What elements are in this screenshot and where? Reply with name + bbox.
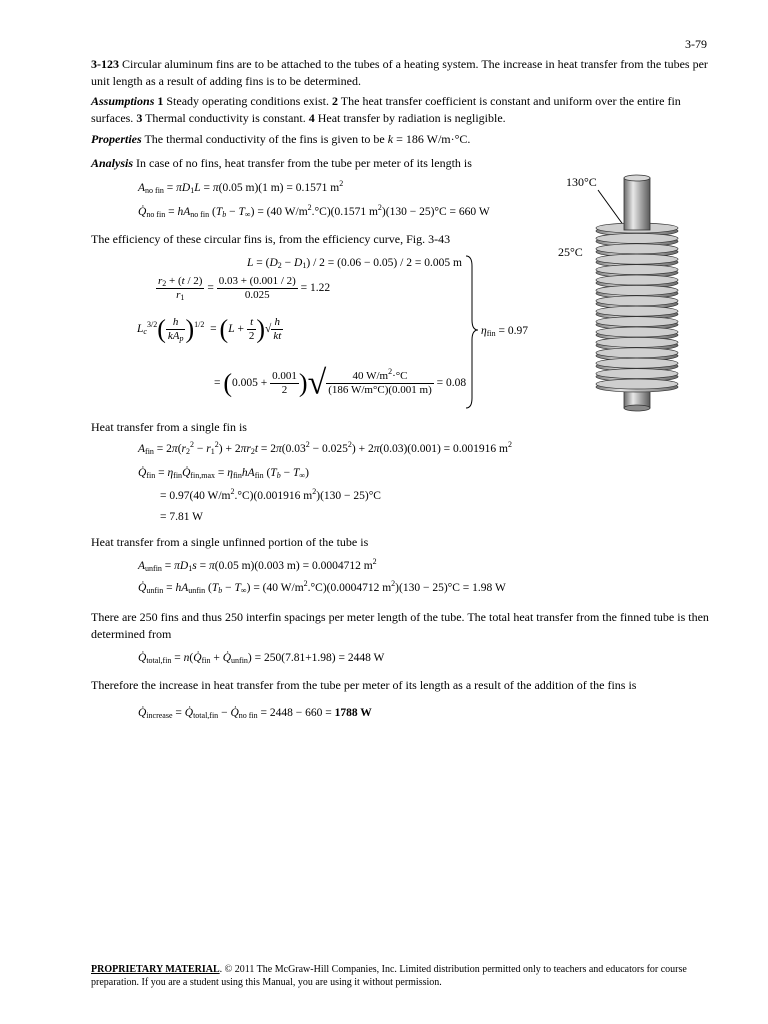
efficiency-paragraph: The efficiency of these circular fins is, from the efficiency curve, Fig. 3-43 [91,232,451,246]
tube-bottom [624,405,650,411]
equation-heat-no-fin: $Q̇_{no fin} = hA_{no fin}$ $(T_b - T_\infty) = (40$ $W/m^2.^\circ C)(0.1571$ $m^2)(130 - 25)^\circ C = 660$ W [138,203,490,219]
properties-paragraph [91,131,723,148]
ratio-result: = 1.22 [300,282,331,295]
equation-total-heat: $Q̇_{total,fin}$ = $n(Q̇_{fin}$ + $Q̇_{unfin}) = 250(7.81+1.98) = 2448$ W [138,652,385,665]
finned-tube-illustration [590,168,686,416]
increase-paragraph: Therefore the increase in heat transfer from the tube per meter of its length as a result of the addition of the fins is [91,678,637,692]
properties-text: The thermal conductivity of the fins is given to be k = 186 W/m·°C. [144,132,471,146]
single-fin-paragraph: Heat transfer from a single fin is [91,420,247,434]
problem-statement [91,56,723,89]
equation-fin-parameter-values: = (0.005 + $\frac{0.001}{2}$ )√ $\frac{40 W/m^2\cdot^\circ C}{(186 W/m^\circ C)(0.001 m)}$ = 0.08 [214,364,467,402]
equation-fin-heat-result: = 7.81 W [160,511,204,523]
fin-efficiency-result: $\eta_{fin} = 0.97$ [481,325,528,338]
tube-top [624,175,650,230]
problem-text: Circular aluminum fins are to be attached to the tubes of a heating system. The increase in heat transfer from the tubes per unit length as a result of adding fins is to be determined. [91,57,708,88]
equation-radius-ratio: $\frac{r_2 + (t / 2)}{r_1}$ = $\frac{0.03 + (0.001 / 2)}{0.025}$ = 1.22 [158,275,331,302]
footer-label: PROPRIETARY MATERIAL [91,964,220,975]
ratio-denominator-values: 0.025 [217,288,298,302]
assumptions-paragraph [91,93,723,126]
assumptions-label: Assumptions [91,94,155,108]
equation-increase: $Q̇_{increase}$ = $Q̇_{total,fin}$ − $Q̇_{no fin} = 2448 - 660 = 1788$ W [138,707,372,720]
ambient-temperature-label: 25°C [558,245,583,259]
equation-fin-area: $A_{fin} = 2\pi(r_2^2 - r_1^2) + 2\pi r_2t = 2\pi(0.03^2 - 0.025^2) + 2\pi(0.03)(0.001) = 0.001916$ $m^2$ [138,440,512,456]
tube-temperature-label: 130°C [566,175,597,189]
equation-fin-heat-values: = 0.97(40 $W/m^2.^\circ C)(0.001916$ $m^2)(130 - 25)^\circ C$ [160,487,381,502]
page-number: 3-79 [685,37,707,51]
analysis-text: In case of no fins, heat transfer from the tube per meter of its length is [136,156,472,170]
ratio-denominator: $r_1$ [156,288,204,302]
properties-label: Properties [91,132,142,146]
equation-fin-heat: $Q̇_{fin}$ = $\eta_{fin}Q̇_{fin,max} = \eta_{fin}hA_{fin}$ $(T_b - T_\infty)$ [138,467,309,480]
total-paragraph: There are 250 fins and thus 250 interfin spacings per meter length of the tube. The total heat transfer from the finned tube is then determined from [91,610,709,641]
equation-area-no-fin: $A_{no fin} = \pi D_1L = \pi(0.05$ m)(1 m) = 0.1571 $m^2$ [138,179,344,195]
unfinned-paragraph: Heat transfer from a single unfinned portion of the tube is [91,535,369,549]
equation-fin-length: $L = (D_2 - D_1) / 2 = (0.06 - 0.05) / 2 = 0.005$ m [247,257,462,270]
analysis-label: Analysis [91,156,134,170]
fin-stack [596,223,678,411]
equation-fin-parameter: $L_c^{3/2}$( $\frac{h}{kA_p}$ )$^{1/2}$ = (L + $\frac{t}{2}$ )√ $\frac{h}{kt}$ [137,314,282,344]
ratio-numerator: $r_2 + (t / 2)$ [158,275,203,288]
footer [91,963,731,989]
problem-number: 3-123 [91,57,119,71]
tube-temperature-leader [598,190,624,226]
assumptions-text: 1 Steady operating conditions exist. 2 The heat transfer coefficient is constant and uniform over the entire fin surfaces. 3 Thermal conductivity is constant. 4 Heat transfer by radiation is negligible. [91,94,681,125]
parameter-result: = 0.08 [436,377,467,390]
ratio-numerator-values: 0.03 + (0.001 / 2) [218,275,296,287]
fin-disk [596,379,678,392]
equation-unfinned-heat: $Q̇_{unfin} = hA_{unfin}$ $(T_b - T_\infty) = (40$ $W/m^2.^\circ C)(0.0004712$ $m^2)(130 - 25)^\circ C = 1.98$ W [138,579,506,595]
equation-unfinned-area: $A_{unfin} = \pi D_1s = \pi(0.05$ m)(0.003 m) = 0.0004712 $m^2$ [138,557,377,573]
footer-text: . © 2011 The McGraw-Hill Companies, Inc. Limited distribution permitted only to teachers and educators for course preparation. If you are a student using this Manual, you are using it without permission. [91,964,687,988]
